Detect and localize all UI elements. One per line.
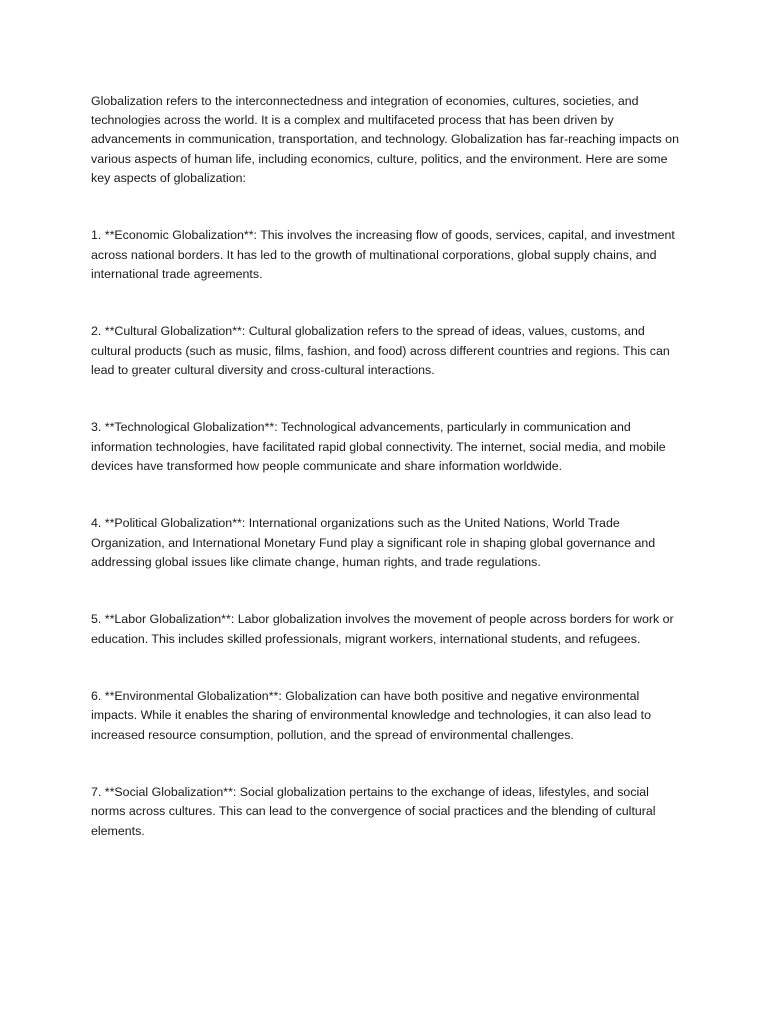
list-item-technological: 3. **Technological Globalization**: Technological advancements, particularly in communication and information technologies, have facilitated rapid global connectivity. The internet, social media, and mobile devices have transformed how people communicate and share information worldwide. — [91, 420, 666, 473]
list-item-economic: 1. **Economic Globalization**: This involves the increasing flow of goods, services, capital, and investment across national borders. It has led to the growth of multinational corporations, global supply chains, and international trade agreements. — [91, 228, 675, 281]
list-item-labor: 5. **Labor Globalization**: Labor globalization involves the movement of people across borders for work or education. This includes skilled professionals, migrant workers, international students, and refugees. — [91, 612, 674, 646]
document-body — [91, 92, 681, 879]
list-item-political: 4. **Political Globalization**: International organizations such as the United Nations, World Trade Organization, and International Monetary Fund play a significant role in shaping global governance and addressing global issues like climate change, human rights, and trade regulations. — [91, 516, 656, 569]
list-item-environmental: 6. **Environmental Globalization**: Globalization can have both positive and negative environmental impacts. While it enables the sharing of environmental knowledge and technologies, it can also lead to increased resource consumption, pollution, and the spread of environmental challenges. — [91, 689, 651, 742]
list-item-social: 7. **Social Globalization**: Social globalization pertains to the exchange of ideas, lifestyles, and social norms across cultures. This can lead to the convergence of social practices and the blending of cultural elements. — [91, 785, 656, 838]
list-item-cultural: 2. **Cultural Globalization**: Cultural globalization refers to the spread of ideas, values, customs, and cultural products (such as music, films, fashion, and food) across different countries and regions. This can lead to greater cultural diversity and cross-cultural interactions. — [91, 324, 670, 377]
intro-paragraph: Globalization refers to the interconnectedness and integration of economies, cultures, societies, and technologies across the world. It is a complex and multifaceted process that has been driven by advancements in communication, transportation, and technology. Globalization has far-reaching impacts on various aspects of human life, including economics, culture, politics, and the environment. Here are some key aspects of globalization: — [91, 94, 679, 185]
